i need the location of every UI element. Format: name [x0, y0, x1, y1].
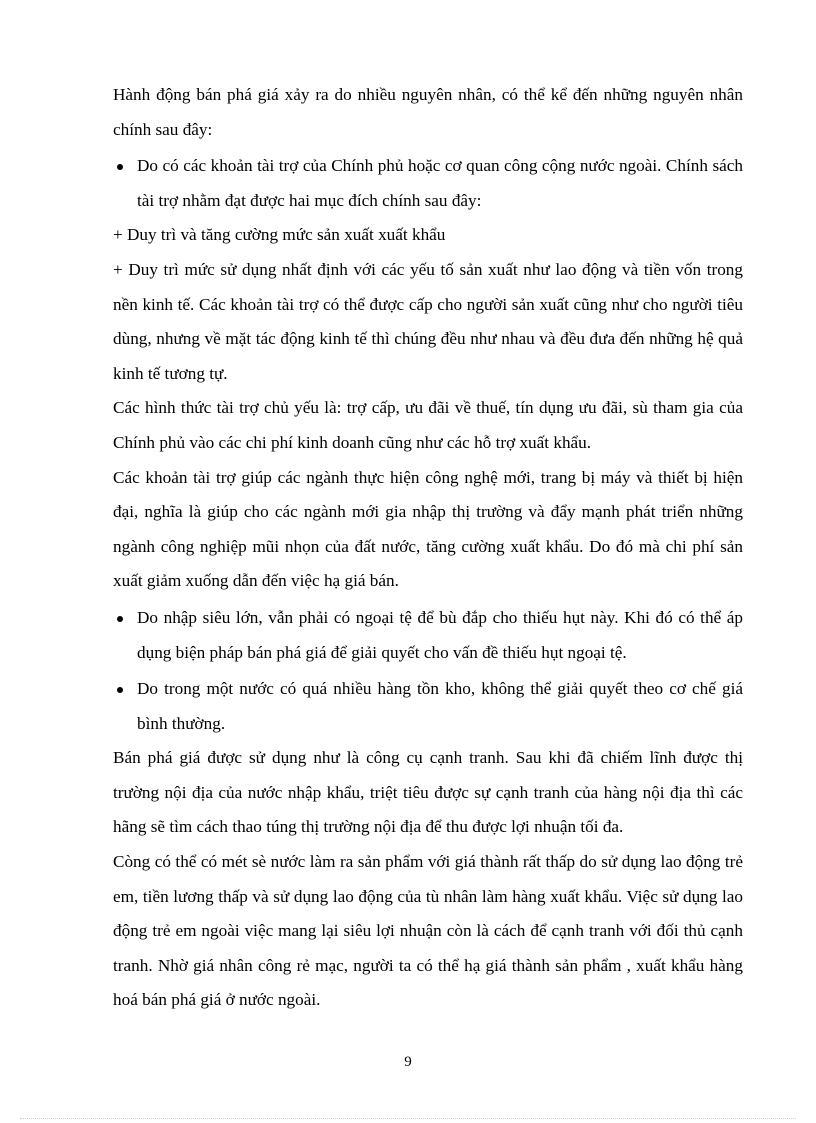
bullet-item-import-surplus — [113, 601, 743, 670]
paragraph-labor: Còng có thể có mét sè nước làm ra sản phẩm với giá thành rất thấp do sử dụng lao động trẻ em, tiền lương thấp và sử dụng lao động của tù nhân làm hàng xuất khẩu. Việc sử dụng lao động trẻ em ngoài việc mang lại siêu lợi nhuận còn là cách để cạnh tranh với đối thủ cạnh tranh. Nhờ giá nhân công rẻ mạc, người ta có thể hạ giá thành sản phẩm , xuất khẩu hàng hoá bán phá giá ở nước ngoài. — [113, 852, 743, 1010]
paragraph-intro: Hành động bán phá giá xảy ra do nhiều nguyên nhân, có thể kể đến những nguyên nhân chính sau đây: — [113, 85, 743, 139]
paragraph-benefits: Các khoản tài trợ giúp các ngành thực hiện công nghệ mới, trang bị máy và thiết bị hiện đại, nghĩa là giúp cho các ngành mới gia nhập thị trường và đẩy mạnh phát triển những ngành công nghiệp mũi nhọn của đất nước, tăng cường xuất khẩu. Do đó mà chi phí sản xuất giảm xuống dẫn đến việc hạ giá bán. — [113, 467, 743, 591]
paragraph-forms: Các hình thức tài trợ chủ yếu là: trợ cấp, ưu đãi về thuế, tín dụng ưu đãi, sù tham gia của Chính phủ vào các chi phí kinh doanh cũng như các hỗ trợ xuất khẩu. — [113, 398, 743, 452]
bullet-item-inventory — [113, 672, 743, 741]
page-bottom-divider — [20, 1118, 796, 1119]
paragraph-competition: Bán phá giá được sử dụng như là công cụ cạnh tranh. Sau khi đã chiếm lĩnh được thị trường nội địa của nước nhập khẩu, triệt tiêu được sự cạnh tranh của hàng nội địa thì các hãng sẽ tìm cách thao túng thị trường nội địa để thu được lợi nhuận tối đa. — [113, 748, 743, 837]
bullet-text: Do có các khoản tài trợ của Chính phủ hoặc cơ quan công cộng nước ngoài. Chính sách tài trợ nhằm đạt được hai mục đích chính sau đây: — [137, 156, 743, 210]
bullet-icon — [117, 687, 123, 693]
bullet-item-subsidies — [113, 149, 743, 218]
bullet-text: Do trong một nước có quá nhiều hàng tồn kho, không thể giải quyết theo cơ chế giá bình thường. — [137, 679, 743, 733]
bullet-icon — [117, 164, 123, 170]
bullet-icon — [117, 616, 123, 622]
page-number: 9 — [404, 1054, 412, 1070]
bullet-text: Do nhập siêu lớn, vẫn phải có ngoại tệ để bù đắp cho thiếu hụt này. Khi đó có thể áp dụng biện pháp bán phá giá để giải quyết cho vấn đề thiếu hụt ngoại tệ. — [137, 607, 743, 662]
paragraph-goal-2: + Duy trì mức sử dụng nhất định với các yếu tố sản xuất như lao động và tiền vốn trong nền kinh tế. Các khoản tài trợ có thể được cấp cho người sản xuất cũng như cho người tiêu dùng, nhưng về mặt tác động kinh tế thì chúng đều như nhau và đều đưa đến những hệ quả kinh tế tương tự. — [113, 259, 743, 383]
paragraph-goal-1: + Duy trì và tăng cường mức sản xuất xuất khẩu — [113, 225, 446, 245]
page-body — [113, 78, 743, 1018]
